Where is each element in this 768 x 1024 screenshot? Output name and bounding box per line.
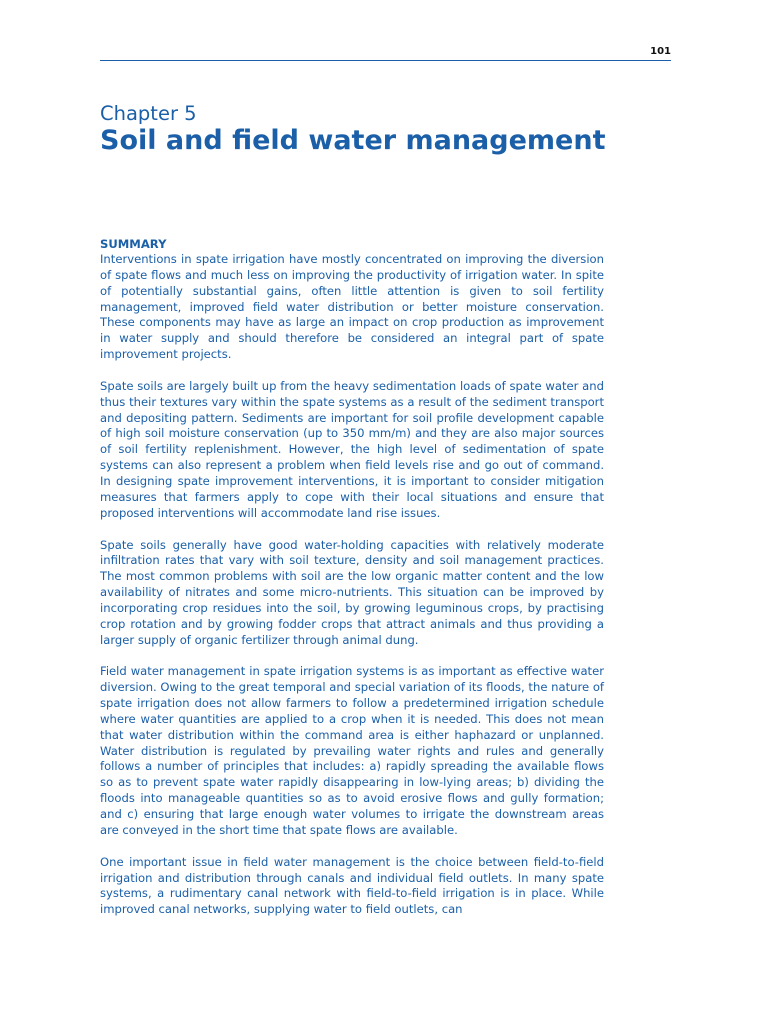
- summary-section: [100, 236, 604, 934]
- summary-paragraph-3: Spate soils generally have good water-holding capacities with relatively moderate infiltration rates that vary with soil texture, density and soil management practices. The most common problems with soil are the low organic matter content and the low availability of nitrates and some micro-nutrients. This situation can be improved by incorporating crop residues into the soil, by growing leguminous crops, by practising crop rotation and by growing fodder crops that attract animals and thus providing a larger supply of organic fertilizer through animal dung.: [100, 537, 604, 647]
- summary-paragraph-1: Interventions in spate irrigation have mostly concentrated on improving the diversion of spate flows and much less on improving the productivity of irrigation water. In spite of potentially substantial gains, often little attention is given to soil fertility management, improved field water distribution or better moisture conservation. These components may have as large an impact on crop production as improvement in water supply and should therefore be considered an integral part of spate improvement projects.: [100, 252, 604, 362]
- summary-heading: SUMMARY: [100, 237, 167, 251]
- header-rule: [100, 60, 671, 61]
- chapter-label: Chapter 5: [100, 102, 197, 125]
- summary-paragraph-4: Field water management in spate irrigation systems is as important as effective water diversion. Owing to the great temporal and special variation of its floods, the nature of spate irrigation does not allow farmers to follow a predetermined irrigation schedule where water quantities are applied to a crop when it is needed. This does not mean that water distribution within the command area is either haphazard or unplanned. Water distribution is regulated by prevailing water rights and rules and generally follows a number of principles that includes: a) rapidly spreading the available flows so as to prevent spate water rapidly disappearing in low-lying areas; b) dividing the floods into manageable quantities so as to avoid erosive flows and gully formation; and c) ensuring that large enough water volumes to irrigate the downstream areas are conveyed in the short time that spate flows are available.: [100, 664, 604, 837]
- summary-paragraph-5: One important issue in field water management is the choice between field-to-field irrigation and distribution through canals and individual field outlets. In many spate systems, a rudimentary canal network with field-to-field irrigation is in place. While improved canal networks, supplying water to field outlets, can: [100, 854, 604, 917]
- summary-paragraph-2: Spate soils are largely built up from the heavy sedimentation loads of spate water and thus their textures vary within the spate systems as a result of the sediment transport and depositing pattern. Sediments are important for soil profile development capable of high soil moisture conservation (up to 350 mm/m) and they are also major sources of soil fertility replenishment. However, the high level of sedimentation of spate systems can also represent a problem when field levels rise and go out of command. In designing spate improvement interventions, it is important to consider mitigation measures that farmers apply to cope with their local situations and ensure that proposed interventions will accommodate land rise issues.: [100, 378, 604, 520]
- chapter-title: Soil and field water management: [100, 125, 606, 156]
- page-number: 101: [650, 46, 671, 57]
